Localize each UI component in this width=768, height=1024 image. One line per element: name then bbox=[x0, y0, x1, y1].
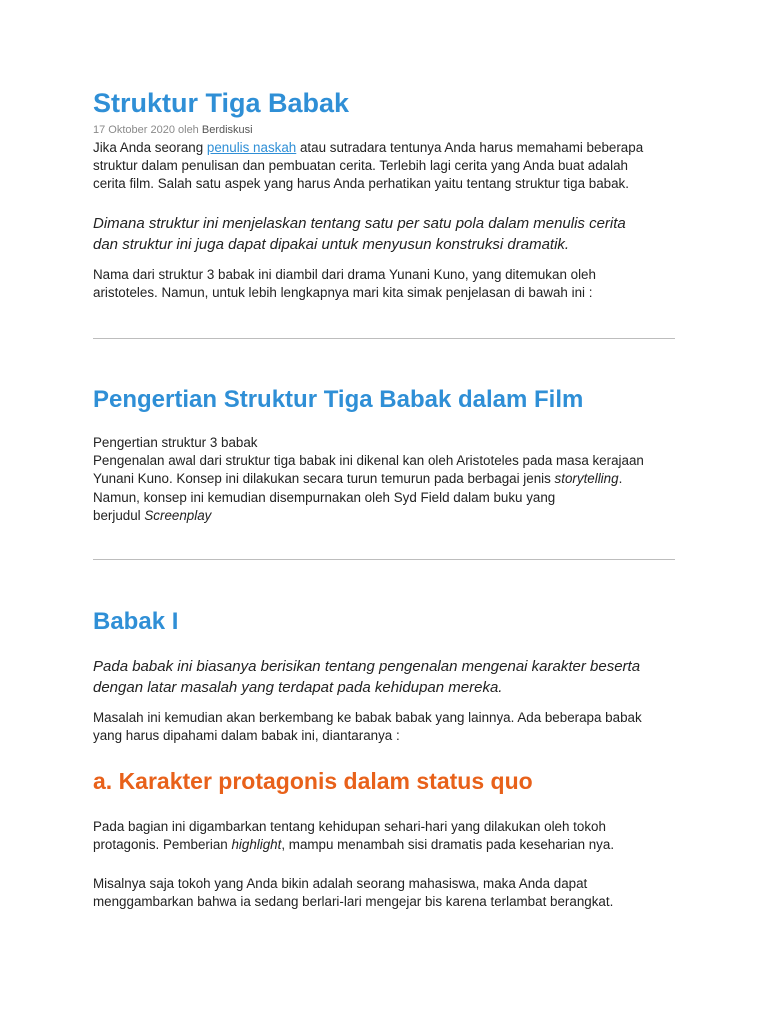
quote-line-2: dan struktur ini juga dapat dipakai untuk menyusun konstruksi dramatik. bbox=[93, 236, 570, 253]
quote-line-2: dengan latar masalah yang terdapat pada kehidupan mereka. bbox=[93, 679, 503, 696]
intro-paragraph bbox=[93, 139, 683, 194]
post-date: 17 Oktober 2020 oleh bbox=[93, 124, 202, 136]
example-line-2: menggambarkan bahwa ia sedang berlari-lari mengejar bis karena terlambat berangkat. bbox=[93, 894, 614, 910]
status-quo-line-2: protagonis. Pemberian bbox=[93, 837, 232, 853]
quote-dimana bbox=[93, 213, 683, 255]
pengertian-line-1: Pengenalan awal dari struktur tiga babak ini dikenal kan oleh Aristoteles pada masa kerajaan bbox=[93, 453, 644, 469]
intro-text-end: atau sutradara tentunya Anda harus memahami beberapa bbox=[296, 140, 644, 155]
origin-paragraph bbox=[93, 266, 683, 302]
intro-line-2: struktur dalam penulisan dan pembuatan cerita. Terlebih lagi cerita yang Anda buat adalah bbox=[93, 158, 628, 174]
penulis-naskah-link[interactable]: penulis naskah bbox=[206, 140, 297, 155]
status-quo-line-1: Pada bagian ini digambarkan tentang kehidupan sehari-hari yang dilakukan oleh tokoh bbox=[93, 819, 606, 834]
section-heading-pengertian: Pengertian Struktur Tiga Babak dalam Film bbox=[93, 386, 584, 413]
quote-babak-1 bbox=[93, 656, 683, 698]
quote-line-1: Pada babak ini biasanya berisikan tentang pengenalan mengenai karakter beserta bbox=[93, 658, 641, 675]
origin-line-2: aristoteles. Namun, untuk lebih lengkapnya mari kita simak penjelasan di bawah ini : bbox=[93, 285, 593, 301]
pengertian-line-2: Yunani Kuno. Konsep ini dilakukan secara turun temurun pada berbagai jenis bbox=[93, 471, 555, 487]
subsection-a-paragraph-2 bbox=[93, 875, 683, 911]
babak-1-paragraph bbox=[93, 709, 683, 745]
babak-1-line-1: Masalah ini kemudian akan berkembang ke babak babak yang lainnya. Ada beberapa babak bbox=[93, 710, 642, 725]
image-caption: Pengertian struktur 3 babak bbox=[93, 435, 258, 450]
babak-1-line-2: yang harus dipahami dalam babak ini, diantaranya : bbox=[93, 728, 400, 744]
pengertian-paragraph bbox=[93, 434, 683, 525]
origin-line-1: Nama dari struktur 3 babak ini diambil dari drama Yunani Kuno, yang ditemukan oleh bbox=[93, 267, 596, 282]
pengertian-line-2-end: . bbox=[618, 471, 623, 487]
section-heading-babak-1: Babak I bbox=[93, 608, 179, 635]
article-meta bbox=[93, 124, 253, 136]
status-quo-line-2-end: , mampu menambah sisi dramatis pada keseharian nya. bbox=[281, 837, 615, 853]
quote-line-1: Dimana struktur ini menjelaskan tentang satu per satu pola dalam menulis cerita bbox=[93, 215, 626, 232]
storytelling-term: storytelling bbox=[554, 471, 619, 487]
highlight-term: highlight bbox=[231, 837, 282, 853]
divider bbox=[93, 338, 675, 339]
intro-text-start: Jika Anda seorang bbox=[93, 140, 207, 155]
screenplay-title: Screenplay bbox=[144, 507, 212, 523]
article-title: Struktur Tiga Babak bbox=[93, 88, 350, 118]
divider bbox=[93, 559, 675, 560]
intro-line-3: cerita film. Salah satu aspek yang harus Anda perhatikan yaitu tentang struktur tiga babak. bbox=[93, 176, 629, 192]
example-line-1: Misalnya saja tokoh yang Anda bikin adalah seorang mahasiswa, maka Anda dapat bbox=[93, 876, 588, 891]
author-link[interactable]: Berdiskusi bbox=[201, 124, 253, 136]
pengertian-line-3: Namun, konsep ini kemudian disempurnakan oleh Syd Field dalam buku yang bbox=[93, 489, 556, 505]
pengertian-line-4: berjudul bbox=[93, 507, 145, 523]
subsection-heading-a: a. Karakter protagonis dalam status quo bbox=[93, 768, 533, 794]
subsection-a-paragraph-1 bbox=[93, 818, 683, 854]
